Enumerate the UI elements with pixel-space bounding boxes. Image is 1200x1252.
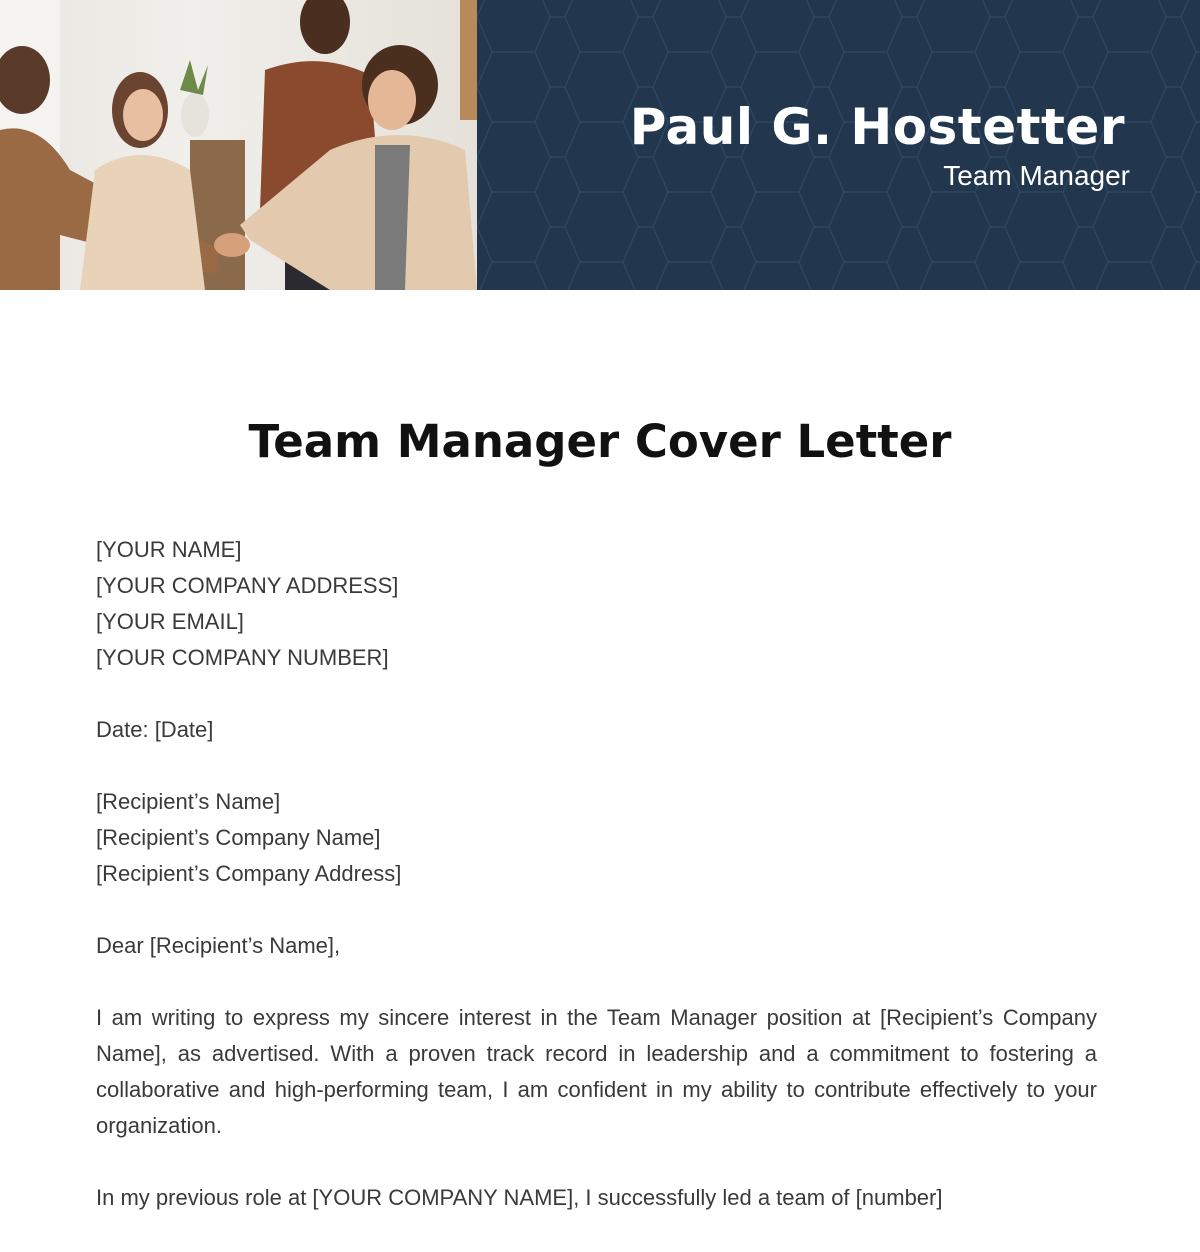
paragraph-experience: In my previous role at [YOUR COMPANY NAME], I successfully led a team of [number]: [96, 1185, 943, 1210]
sender-block: [96, 532, 1097, 676]
applicant-name: Paul G. Hostetter: [629, 98, 1125, 156]
name-banner: [477, 0, 1200, 290]
sender-address: [YOUR COMPANY ADDRESS]: [96, 573, 399, 598]
sender-name: [YOUR NAME]: [96, 537, 242, 562]
team-handshake-photo: [0, 0, 477, 290]
sender-email: [YOUR EMAIL]: [96, 609, 244, 634]
recipient-address: [Recipient’s Company Address]: [96, 861, 402, 886]
letter-body: [96, 532, 1097, 1252]
recipient-block: [96, 784, 1097, 892]
applicant-role: Team Manager: [943, 160, 1130, 191]
sender-number: [YOUR COMPANY NUMBER]: [96, 645, 389, 670]
recipient-name: [Recipient’s Name]: [96, 789, 281, 814]
header-banner: [0, 0, 1200, 290]
letter-date: Date: [Date]: [96, 717, 214, 742]
document-title: Team Manager Cover Letter: [248, 415, 952, 468]
recipient-company: [Recipient’s Company Name]: [96, 825, 381, 850]
paragraph-intro: I am writing to express my sincere interest in the Team Manager position at [Recipient’s Company Name], as advertised. With a proven track record in leadership and a commitment to fostering a collaborative and high-performing team, I am confident in my ability to contribute effectively to your organization.: [96, 1005, 1097, 1138]
salutation: Dear [Recipient’s Name],: [96, 933, 341, 958]
